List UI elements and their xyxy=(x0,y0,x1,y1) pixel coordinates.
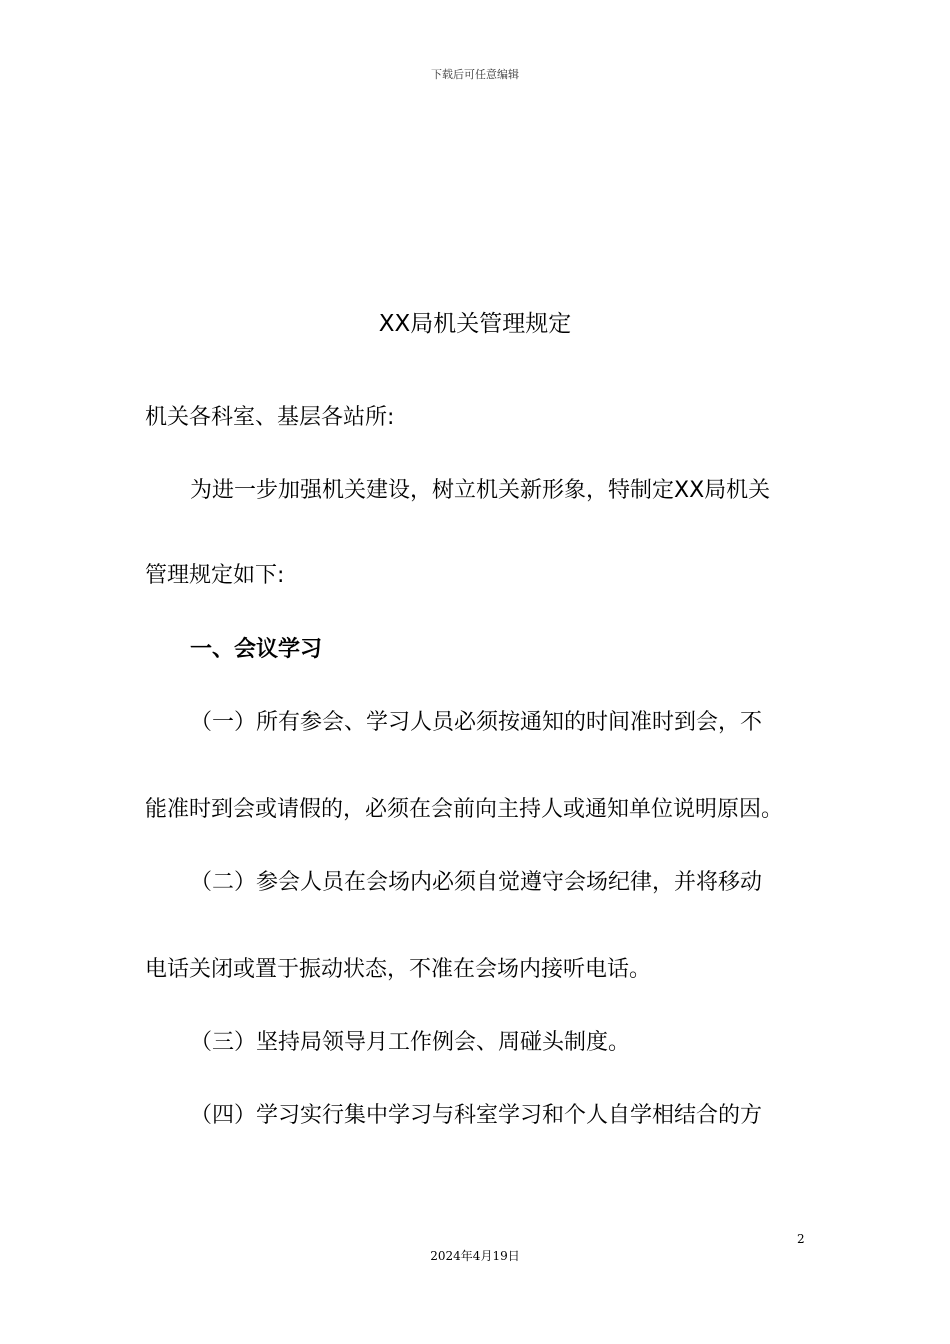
page-number: 2 xyxy=(797,1232,805,1246)
paragraph-line: 管理规定如下: xyxy=(145,563,285,588)
section-heading: 一、会议学习 xyxy=(190,637,323,662)
paragraph-line: 为进一步加强机关建设，树立机关新形象，特制定XX局机关 xyxy=(190,478,771,503)
footer-date: 2024年4月19日 xyxy=(430,1249,520,1263)
salutation: 机关各科室、基层各站所: xyxy=(145,405,395,430)
paragraph-line: （三）坚持局领导月工作例会、周碰头制度。 xyxy=(190,1030,631,1055)
paragraph-line: 电话关闭或置于振动状态，不准在会场内接听电话。 xyxy=(145,957,652,982)
paragraph-line: （四）学习实行集中学习与科室学习和个人自学相结合的方 xyxy=(190,1103,763,1128)
paragraph-line: 能准时到会或请假的，必须在会前向主持人或通知单位说明原因。 xyxy=(145,797,784,822)
paragraph-line: （二）参会人员在会场内必须自觉遵守会场纪律，并将移动 xyxy=(190,870,763,895)
document-title: XX局机关管理规定 xyxy=(378,311,572,337)
header-note: 下载后可任意编辑 xyxy=(431,68,519,81)
paragraph-line: （一）所有参会、学习人员必须按通知的时间准时到会，不 xyxy=(190,710,763,735)
